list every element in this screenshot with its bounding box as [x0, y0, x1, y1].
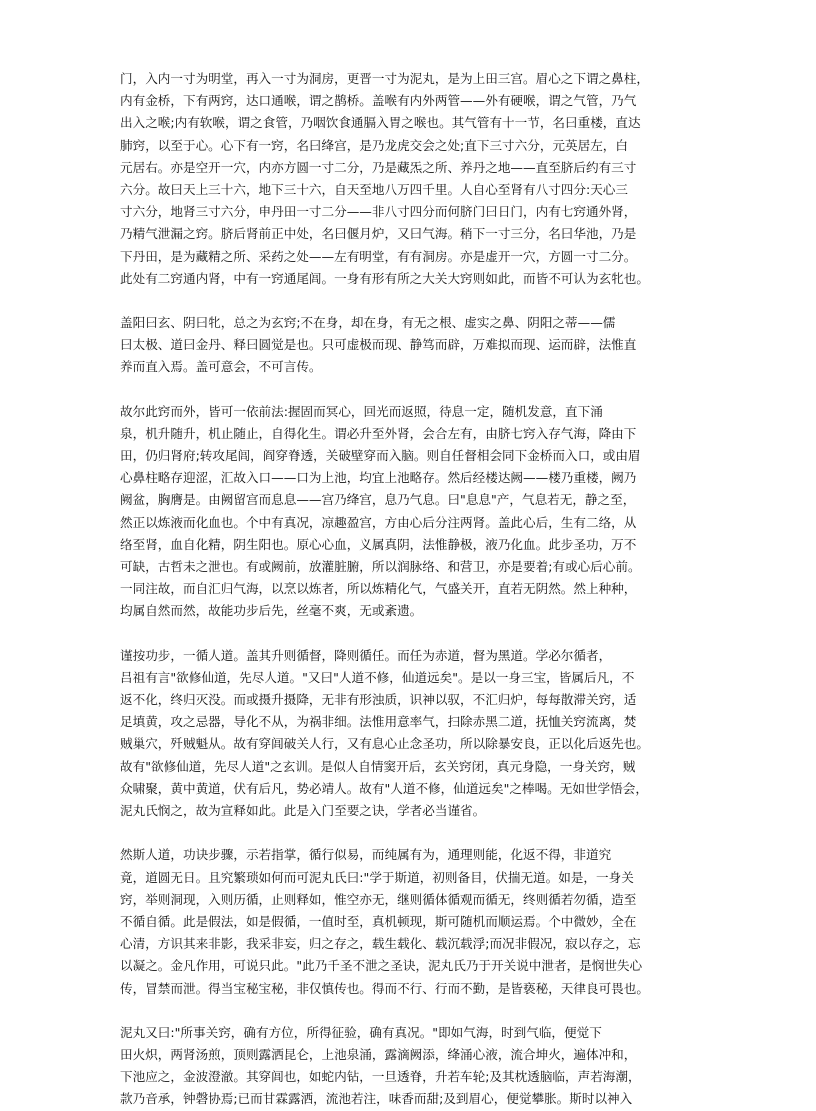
- paragraph-4: 谨按功步，一循人道。盖其升则循督，降则循任。而任为赤道，督为黑道。学必尔循者， 吕祖有言"欲修仙道，先尽人道。"又曰"人道不修，仙道远矣"。是以一身三宝，皆属后凡，不 返不化，终归灭没。而或摄升摄降，无非有形浊质，识神以驭，不汇归炉，每每散滞关窍，适 足填黄，攻之忌器，导化不从，为祸非细。法惟用意率气，扫除赤黑二道，抚恤关窍流离，焚 贼巢穴，歼贼魁从。故有穿闾破关人行，又有息心止念圣功，所以除暴安良，正以化后返先也。 故有"欲修仙道，先尽人道"之玄训。是似人自情窦开后，玄关窍闭，真元身隐，一身关窍，贼 众啸聚，黄中黄道，伏有后凡，势必靖人。故有"人道不修，仙道远矣"之棒喝。无如世学悟会， 泥丸氏悯之，故为宣释如此。此是入门至要之诀，学者必当谨省。: [120, 647, 649, 819]
- paragraph-5: 然斯人道，功诀步骤，示若指掌，循行似易，而纯属有为，通理则能，化返不得，非道究 竟，道圆无日。且究繁琐如何而可泥丸氏曰:"学于斯道，初则备目，伏揣无道。如是，一身关 窍，举则洞现，入则历循，止则释如，惟空亦无，继则循体循观而循无，终则循若勿循，造至 不循自循。此是假法，如是假循，一值时至，真机顿现，斯可随机而顺运焉。个中微妙，全在 心清，方识其来非影，我采非妄，归之存之，载生载化、载沉载浮;而况非假况，寂以存之，忘 以凝之。金凡作用，可说只此。"此乃千圣不泄之圣诀，泥丸氏乃于开关说中泄者，是悯世失心 传，冒禁而泄。得当宝秘宝秘，非仅慎传也。得而不行、行而不勤，是皆亵秘，天律良可畏也。: [120, 847, 649, 996]
- paragraph-1: 门，入内一寸为明堂，再入一寸为洞房，更晋一寸为泥丸，是为上田三宫。眉心之下谓之鼻柱， 内有金桥，下有两窍，达口通喉，谓之鹊桥。盖喉有内外两管——外有硬喉，谓之气管，乃气 出入之喉;内有软喉，谓之食管，乃咽饮食通膈入胃之喉也。其气管有十一节，名曰重楼，直达 肺窍，以至于心。心下有一窍，名曰绛宫，是乃龙虎交会之处;直下三寸六分，元英居左，白 元居右。亦是空开一穴，内亦方圆一寸二分，乃是藏炁之所、养丹之地——直至脐后约有三寸 六分。故曰天上三十六，地下三十六，自天至地八万四千里。人自心至肾有八寸四分:天心三 寸六分，地肾三寸六分，申丹田一寸二分——非八寸四分而何脐门曰日门，内有七窍通外肾， 乃精气泄漏之窍。脐后肾前正中处，名曰偃月炉，又曰气海。稍下一寸三分，名曰华池，乃是 下丹田，是为藏精之所、采药之处——左有明堂，有有洞房。亦是虚开一穴，方圆一寸二分。 此处有二窍通内肾，中有一窍通尾闾。一身有形有所之大关大窍则如此，而皆不可认为玄牝也。: [120, 71, 649, 286]
- paragraph-3: 故尔此窍而外，皆可一依前法:握固而冥心，回光而返照，待息一定，随机发意，直下涌 泉，机升随升，机止随止，自得化生。谓必升至外肾，会合左有，由脐七窍入存气海，降由下 田，仍归肾府;转攻尾闾，阎穿脊透，关破壁穿而入脑。则自任督相会同下金桥而入口，或由眉 心鼻柱略存迎涩，汇故入口——口为上池，均宜上池略存。然后经楼达阙——楼乃重楼，阙乃 阙盆，胸膺是。由阙留宫而息息——宫乃绛宫，息乃气息。曰"息息"产，气息若无，静之至， 然正以炼液而化血也。个中有真况，凉趣盈宫，方由心后分注两肾。盖此心后，生有二络，从 络至肾，血自化精，阴生阳也。原心心血，义属真阴，法惟静极，液乃化血。此步圣功，万不 可缺，古哲未之泄也。有或阙前，放灌脏腑，所以润脉络、和营卫，亦是要着;有或心后心前。 一同注故，而自汇归气海，以烹以炼者，所以炼精化气，气盛关开，直若无阴然。然上种种， 均属自然而然，故能功步后先，丝毫不爽，无或紊遗。: [120, 403, 641, 619]
- paragraph-2: 盖阳曰玄、阴曰牝，总之为玄窍;不在身，却在身，有无之根、虚实之鼻、阴阳之蒂——儒 曰太极、道曰金丹、释曰圆觉是也。只可虚极而现、静笃而辟，万难拟而现、运而辟，法惟直 养而直入焉。盖可意会，不可言传。: [120, 315, 637, 375]
- paragraph-6: 泥丸又曰:"所事关窍，确有方位，所得征验，确有真况。"即如气海，时到气临，便觉下 田火炽，两肾汤煎，顶则露洒昆仑，上池泉涌，露滴阙添，绛涌心液，流合坤火，遍体冲和， 下池应之，金波澄澈。其穿闾也，如蛇内钻，一旦透脊，升若车轮;及其枕透脑临，声若海潮， 款乃音承，钟磬协焉;已而甘霖露洒，流池若注，味香而甜;及到眉心，便觉攀胀。斯时以神入: [120, 1024, 641, 1107]
